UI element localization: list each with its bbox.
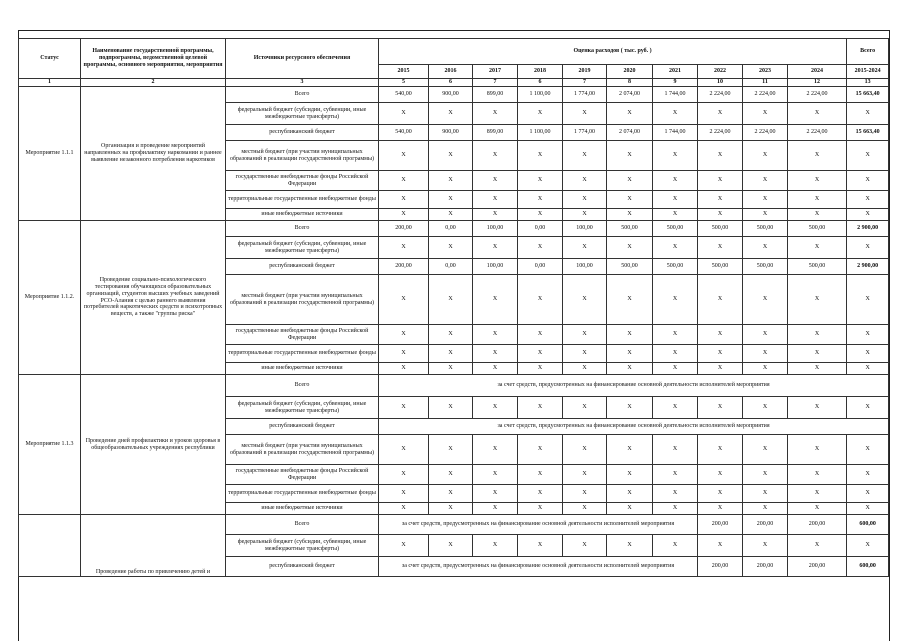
x-cell: Х	[788, 171, 847, 191]
value-cell: 900,00	[429, 125, 473, 141]
x-cell: Х	[653, 465, 698, 485]
x-cell: Х	[653, 141, 698, 171]
col-number: 9	[653, 79, 698, 87]
value-cell: 500,00	[698, 259, 743, 275]
year-2024: 2024	[788, 65, 847, 79]
x-cell: Х	[743, 435, 788, 465]
value-cell: 899,00	[473, 87, 518, 103]
value-cell: 1 774,00	[563, 125, 607, 141]
x-cell: Х	[847, 485, 889, 503]
year-2015: 2015	[379, 65, 429, 79]
x-cell: Х	[653, 191, 698, 209]
x-cell: Х	[743, 325, 788, 345]
x-cell: Х	[607, 535, 653, 557]
x-cell: Х	[653, 503, 698, 515]
x-cell: Х	[473, 503, 518, 515]
x-cell: Х	[473, 485, 518, 503]
x-cell: Х	[379, 503, 429, 515]
x-cell: Х	[607, 141, 653, 171]
source-territorial-funds: территориальные государственные внебюджетные фонды	[226, 345, 379, 363]
x-cell: Х	[607, 485, 653, 503]
x-cell: Х	[473, 435, 518, 465]
x-cell: Х	[698, 209, 743, 221]
x-cell: Х	[607, 363, 653, 375]
value-cell: 540,00	[379, 87, 429, 103]
total-header: Всего	[847, 39, 889, 65]
x-cell: Х	[607, 397, 653, 419]
x-cell: Х	[563, 435, 607, 465]
value-cell: 2 224,00	[788, 87, 847, 103]
value-cell: 1 744,00	[653, 87, 698, 103]
measure-status: Мероприятие 1.1.2.	[19, 221, 81, 375]
x-cell: Х	[847, 275, 889, 325]
value-cell: 1 774,00	[563, 87, 607, 103]
col-number: 11	[743, 79, 788, 87]
x-cell: Х	[607, 103, 653, 125]
x-cell: Х	[847, 435, 889, 465]
value-cell: 200,00	[788, 557, 847, 577]
col-number: 8	[607, 79, 653, 87]
x-cell: Х	[788, 209, 847, 221]
source-territorial-funds: территориальные государственные внебюджетные фонды	[226, 485, 379, 503]
x-cell: Х	[743, 397, 788, 419]
x-cell: Х	[847, 397, 889, 419]
x-cell: Х	[847, 325, 889, 345]
x-cell: Х	[518, 103, 563, 125]
x-cell: Х	[429, 191, 473, 209]
source-federal: федеральный бюджет (субсидии, субвенции, иные межбюджетные трансферты)	[226, 535, 379, 557]
value-cell: 500,00	[788, 221, 847, 237]
value-cell: 500,00	[607, 221, 653, 237]
col-number: 6	[429, 79, 473, 87]
source-total: Всего	[226, 87, 379, 103]
x-cell: Х	[788, 325, 847, 345]
value-cell: 200,00	[743, 515, 788, 535]
x-cell: Х	[698, 535, 743, 557]
value-cell: 500,00	[743, 221, 788, 237]
x-cell: Х	[653, 275, 698, 325]
x-cell: Х	[847, 237, 889, 259]
x-cell: Х	[563, 465, 607, 485]
x-cell: Х	[788, 237, 847, 259]
x-cell: Х	[653, 363, 698, 375]
sum-cell: 2 900,00	[847, 221, 889, 237]
x-cell: Х	[788, 503, 847, 515]
x-cell: Х	[698, 465, 743, 485]
value-cell: 200,00	[698, 515, 743, 535]
source-republic: республиканский бюджет	[226, 259, 379, 275]
x-cell: Х	[847, 103, 889, 125]
x-cell: Х	[379, 191, 429, 209]
x-cell: Х	[563, 363, 607, 375]
x-cell: Х	[473, 535, 518, 557]
own-funds-note: за счет средств, предусмотренных на финансирование основной деятельности исполнителей мероприятия	[379, 375, 889, 397]
x-cell: Х	[698, 345, 743, 363]
x-cell: Х	[788, 485, 847, 503]
x-cell: Х	[379, 397, 429, 419]
x-cell: Х	[607, 275, 653, 325]
value-cell: 100,00	[563, 259, 607, 275]
x-cell: Х	[518, 171, 563, 191]
col-number: 6	[518, 79, 563, 87]
x-cell: Х	[563, 209, 607, 221]
source-republic: республиканский бюджет	[226, 419, 379, 435]
x-cell: Х	[518, 503, 563, 515]
sources-header: Источники ресурсного обеспечения	[226, 39, 379, 79]
measure-status: Мероприятие 1.1.1	[19, 87, 81, 221]
year-2018: 2018	[518, 65, 563, 79]
value-cell: 1 100,00	[518, 125, 563, 141]
value-cell: 1 744,00	[653, 125, 698, 141]
x-cell: Х	[473, 237, 518, 259]
source-state-funds: государственные внебюджетные фонды Российской Федерации	[226, 171, 379, 191]
source-republic: республиканский бюджет	[226, 125, 379, 141]
x-cell: Х	[563, 503, 607, 515]
source-state-funds: государственные внебюджетные фонды Российской Федерации	[226, 465, 379, 485]
x-cell: Х	[847, 363, 889, 375]
x-cell: Х	[563, 535, 607, 557]
x-cell: Х	[653, 171, 698, 191]
year-2016: 2016	[429, 65, 473, 79]
x-cell: Х	[518, 465, 563, 485]
x-cell: Х	[607, 503, 653, 515]
value-cell: 500,00	[743, 259, 788, 275]
x-cell: Х	[473, 345, 518, 363]
value-cell: 2 074,00	[607, 125, 653, 141]
sum-cell: 15 663,40	[847, 125, 889, 141]
value-cell: 2 224,00	[788, 125, 847, 141]
col-number: 13	[847, 79, 889, 87]
x-cell: Х	[653, 103, 698, 125]
source-local: местный бюджет (при участии муниципальных образований в реализации государственной программы)	[226, 141, 379, 171]
source-total: Всего	[226, 221, 379, 237]
x-cell: Х	[698, 141, 743, 171]
x-cell: Х	[698, 435, 743, 465]
x-cell: Х	[563, 397, 607, 419]
x-cell: Х	[653, 325, 698, 345]
x-cell: Х	[788, 141, 847, 171]
x-cell: Х	[379, 363, 429, 375]
x-cell: Х	[788, 465, 847, 485]
x-cell: Х	[743, 209, 788, 221]
value-cell: 200,00	[743, 557, 788, 577]
x-cell: Х	[563, 141, 607, 171]
x-cell: Х	[563, 237, 607, 259]
value-cell: 100,00	[473, 221, 518, 237]
x-cell: Х	[379, 345, 429, 363]
x-cell: Х	[743, 191, 788, 209]
x-cell: Х	[607, 325, 653, 345]
own-funds-note: за счет средств, предусмотренных на финансирование основной деятельности исполнителей мероприятия	[379, 515, 698, 535]
value-cell: 2 224,00	[743, 87, 788, 103]
x-cell: Х	[788, 275, 847, 325]
x-cell: Х	[518, 397, 563, 419]
value-cell: 200,00	[698, 557, 743, 577]
x-cell: Х	[429, 535, 473, 557]
x-cell: Х	[429, 435, 473, 465]
x-cell: Х	[563, 191, 607, 209]
source-other: иные внебюджетные источники	[226, 363, 379, 375]
source-federal: федеральный бюджет (субсидии, субвенции, иные межбюджетные трансферты)	[226, 103, 379, 125]
x-cell: Х	[473, 191, 518, 209]
source-federal: федеральный бюджет (субсидии, субвенции, иные межбюджетные трансферты)	[226, 237, 379, 259]
x-cell: Х	[653, 209, 698, 221]
x-cell: Х	[607, 191, 653, 209]
x-cell: Х	[429, 345, 473, 363]
value-cell: 100,00	[563, 221, 607, 237]
x-cell: Х	[379, 535, 429, 557]
year-2021: 2021	[653, 65, 698, 79]
value-cell: 500,00	[653, 221, 698, 237]
value-cell: 0,00	[518, 221, 563, 237]
x-cell: Х	[743, 103, 788, 125]
measure-status	[19, 515, 81, 577]
x-cell: Х	[518, 363, 563, 375]
x-cell: Х	[743, 275, 788, 325]
value-cell: 200,00	[788, 515, 847, 535]
x-cell: Х	[379, 275, 429, 325]
x-cell: Х	[743, 363, 788, 375]
x-cell: Х	[847, 503, 889, 515]
x-cell: Х	[607, 435, 653, 465]
x-cell: Х	[607, 209, 653, 221]
x-cell: Х	[698, 103, 743, 125]
x-cell: Х	[607, 237, 653, 259]
col-number: 1	[19, 79, 81, 87]
x-cell: Х	[743, 345, 788, 363]
x-cell: Х	[698, 275, 743, 325]
sum-cell: 2 900,00	[847, 259, 889, 275]
x-cell: Х	[473, 103, 518, 125]
x-cell: Х	[379, 237, 429, 259]
year-2020: 2020	[607, 65, 653, 79]
x-cell: Х	[653, 345, 698, 363]
source-local: местный бюджет (при участии муниципальных образований в реализации государственной программы)	[226, 275, 379, 325]
x-cell: Х	[788, 535, 847, 557]
year-2019: 2019	[563, 65, 607, 79]
measure-name: Организация и проведение мероприятий направленных на профилактику наркомании и раннее выявление незаконного потребления наркотиков	[81, 87, 226, 221]
source-state-funds: государственные внебюджетные фонды Российской Федерации	[226, 325, 379, 345]
x-cell: Х	[429, 485, 473, 503]
x-cell: Х	[473, 465, 518, 485]
x-cell: Х	[518, 485, 563, 503]
year-2023: 2023	[743, 65, 788, 79]
col-number: 12	[788, 79, 847, 87]
measure-name: Проведение работы по привлечению детей и	[81, 515, 226, 577]
sum-cell: 600,00	[847, 515, 889, 535]
x-cell: Х	[473, 209, 518, 221]
x-cell: Х	[379, 325, 429, 345]
x-cell: Х	[698, 171, 743, 191]
x-cell: Х	[379, 171, 429, 191]
source-total: Всего	[226, 375, 379, 397]
x-cell: Х	[653, 435, 698, 465]
x-cell: Х	[698, 191, 743, 209]
x-cell: Х	[563, 171, 607, 191]
measure-status: Мероприятие 1.1.3	[19, 375, 81, 515]
x-cell: Х	[847, 191, 889, 209]
x-cell: Х	[788, 397, 847, 419]
x-cell: Х	[518, 209, 563, 221]
x-cell: Х	[563, 325, 607, 345]
x-cell: Х	[743, 485, 788, 503]
x-cell: Х	[429, 363, 473, 375]
x-cell: Х	[847, 465, 889, 485]
value-cell: 0,00	[429, 221, 473, 237]
x-cell: Х	[429, 275, 473, 325]
value-cell: 900,00	[429, 87, 473, 103]
value-cell: 2 074,00	[607, 87, 653, 103]
x-cell: Х	[847, 209, 889, 221]
x-cell: Х	[653, 237, 698, 259]
x-cell: Х	[563, 103, 607, 125]
value-cell: 0,00	[429, 259, 473, 275]
x-cell: Х	[847, 171, 889, 191]
x-cell: Х	[698, 237, 743, 259]
x-cell: Х	[379, 435, 429, 465]
x-cell: Х	[518, 435, 563, 465]
x-cell: Х	[607, 171, 653, 191]
value-cell: 500,00	[788, 259, 847, 275]
period-total: 2015-2024	[847, 65, 889, 79]
x-cell: Х	[429, 325, 473, 345]
value-cell: 500,00	[607, 259, 653, 275]
x-cell: Х	[607, 345, 653, 363]
value-cell: 100,00	[473, 259, 518, 275]
expenses-table	[18, 38, 889, 577]
program-name-header: Наименование государственной программы, подпрограммы, ведомственной целевой программы, основного мероприятия, мероприятия	[81, 39, 226, 79]
x-cell: Х	[429, 171, 473, 191]
col-number: 7	[473, 79, 518, 87]
x-cell: Х	[473, 325, 518, 345]
x-cell: Х	[743, 237, 788, 259]
x-cell: Х	[518, 345, 563, 363]
source-republic: республиканский бюджет	[226, 557, 379, 577]
x-cell: Х	[429, 465, 473, 485]
x-cell: Х	[698, 363, 743, 375]
x-cell: Х	[379, 141, 429, 171]
x-cell: Х	[473, 171, 518, 191]
x-cell: Х	[518, 275, 563, 325]
year-2017: 2017	[473, 65, 518, 79]
value-cell: 899,00	[473, 125, 518, 141]
col-number: 3	[226, 79, 379, 87]
source-other: иные внебюджетные источники	[226, 503, 379, 515]
x-cell: Х	[518, 141, 563, 171]
x-cell: Х	[607, 465, 653, 485]
x-cell: Х	[847, 535, 889, 557]
source-federal: федеральный бюджет (субсидии, субвенции, иные межбюджетные трансферты)	[226, 397, 379, 419]
value-cell: 1 100,00	[518, 87, 563, 103]
x-cell: Х	[379, 465, 429, 485]
sum-cell: 15 663,40	[847, 87, 889, 103]
col-number: 2	[81, 79, 226, 87]
estimate-header: Оценка расходов ( тыс. руб. )	[379, 39, 847, 65]
x-cell: Х	[653, 535, 698, 557]
x-cell: Х	[563, 275, 607, 325]
x-cell: Х	[653, 397, 698, 419]
x-cell: Х	[473, 141, 518, 171]
value-cell: 500,00	[653, 259, 698, 275]
x-cell: Х	[518, 237, 563, 259]
value-cell: 2 224,00	[698, 125, 743, 141]
x-cell: Х	[379, 103, 429, 125]
x-cell: Х	[743, 171, 788, 191]
x-cell: Х	[429, 237, 473, 259]
value-cell: 500,00	[698, 221, 743, 237]
value-cell: 2 224,00	[743, 125, 788, 141]
source-territorial-funds: территориальные государственные внебюджетные фонды	[226, 191, 379, 209]
own-funds-note: за счет средств, предусмотренных на финансирование основной деятельности исполнителей мероприятия	[379, 557, 698, 577]
col-number: 10	[698, 79, 743, 87]
measure-name: Проведение социально-психологического тестирования обучающихся образовательных организаций, студентов высших учебных заведений РСО-Алания с целью раннего выявления потребителей наркотических средств и психотропных веществ, а также "группы риска"	[81, 221, 226, 375]
x-cell: Х	[653, 485, 698, 503]
x-cell: Х	[743, 535, 788, 557]
x-cell: Х	[429, 503, 473, 515]
x-cell: Х	[429, 141, 473, 171]
x-cell: Х	[563, 345, 607, 363]
source-local: местный бюджет (при участии муниципальных образований в реализации государственной программы)	[226, 435, 379, 465]
col-number: 5	[379, 79, 429, 87]
x-cell: Х	[847, 345, 889, 363]
x-cell: Х	[473, 397, 518, 419]
source-other: иные внебюджетные источники	[226, 209, 379, 221]
x-cell: Х	[788, 345, 847, 363]
x-cell: Х	[788, 435, 847, 465]
value-cell: 200,00	[379, 259, 429, 275]
source-total: Всего	[226, 515, 379, 535]
sum-cell: 600,00	[847, 557, 889, 577]
x-cell: Х	[698, 503, 743, 515]
x-cell: Х	[788, 363, 847, 375]
x-cell: Х	[743, 503, 788, 515]
value-cell: 2 224,00	[698, 87, 743, 103]
x-cell: Х	[429, 209, 473, 221]
x-cell: Х	[788, 103, 847, 125]
status-header: Статус	[19, 39, 81, 79]
measure-name: Проведение дней профилактики и уроков здоровья в общеобразовательных учреждениях республики	[81, 375, 226, 515]
x-cell: Х	[429, 397, 473, 419]
col-number: 7	[563, 79, 607, 87]
own-funds-note: за счет средств, предусмотренных на финансирование основной деятельности исполнителей мероприятия	[379, 419, 889, 435]
x-cell: Х	[473, 275, 518, 325]
value-cell: 540,00	[379, 125, 429, 141]
value-cell: 0,00	[518, 259, 563, 275]
x-cell: Х	[788, 191, 847, 209]
x-cell: Х	[743, 141, 788, 171]
x-cell: Х	[518, 191, 563, 209]
value-cell: 200,00	[379, 221, 429, 237]
x-cell: Х	[847, 141, 889, 171]
x-cell: Х	[698, 397, 743, 419]
x-cell: Х	[698, 485, 743, 503]
x-cell: Х	[563, 485, 607, 503]
x-cell: Х	[379, 485, 429, 503]
x-cell: Х	[429, 103, 473, 125]
x-cell: Х	[698, 325, 743, 345]
x-cell: Х	[518, 325, 563, 345]
x-cell: Х	[379, 209, 429, 221]
x-cell: Х	[518, 535, 563, 557]
x-cell: Х	[473, 363, 518, 375]
year-2022: 2022	[698, 65, 743, 79]
x-cell: Х	[743, 465, 788, 485]
